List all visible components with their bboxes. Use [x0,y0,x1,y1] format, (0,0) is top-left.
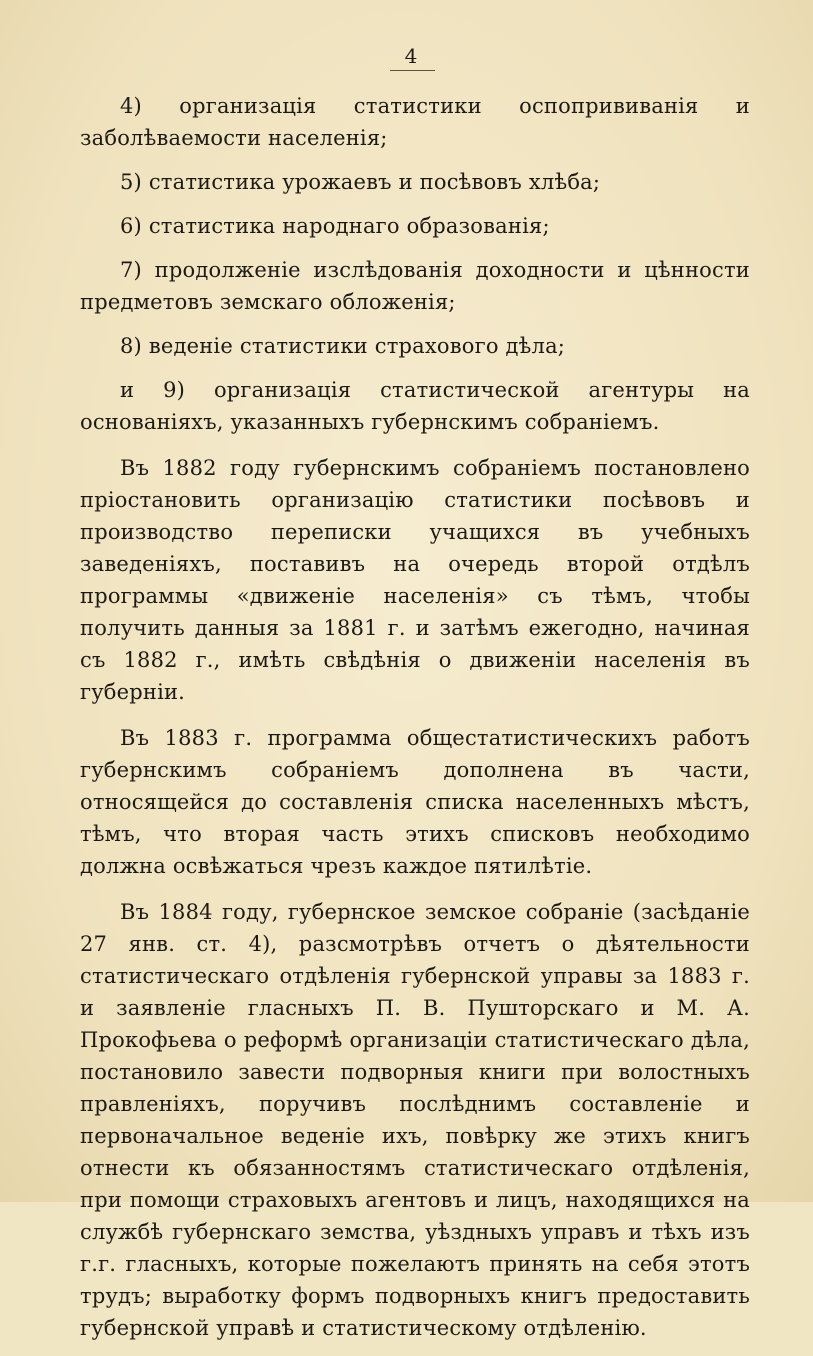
header-rule [390,70,435,71]
list-item-8: 8) веденіе статистики страхового дѣла; [120,334,566,358]
paragraph-1884: Въ 1884 году, губернское земское собраніе (засѣданіе 27 янв. ст. 4), разсмотрѣвъ отчетъ о дѣятельности статистическаго отдѣленія губернской управы за 1883 г. и заявленіе гласныхъ П. В. Пушторскаго и М. А. Прокофьева о реформѣ организаціи статистическаго дѣла, постановило завести подворныя книги при волостныхъ правленіяхъ, поручивъ послѣднимъ составленіе и первоначальное веденіе ихъ, повѣрку же этихъ книгъ отнести къ обязанностямъ статистическаго отдѣленія, при помощи страховыхъ агентовъ и лицъ, находящихся на службѣ губернскаго земства, уѣздныхъ управъ и тѣхъ изъ г.г. гласныхъ, которые пожелаютъ принять на себя этотъ трудъ; выработку формъ подворныхъ книгъ предоставить губернской управѣ и статистическому отдѣленію. [80,900,750,1340]
list-item-6: 6) статистика народнаго образованія; [120,214,550,238]
list-item-9: и 9) организація статистической агентуры на основаніяхъ, указанныхъ губернскимъ собраніемъ. [80,378,750,434]
paragraph-1883: Въ 1883 г. программа общестатистическихъ работъ губернскимъ собраніемъ дополнена въ части, относящейся до составленія списка населенныхъ мѣстъ, тѣмъ, что вторая часть этихъ списковъ необходимо должна освѣжаться чрезъ каждое пятилѣтіе. [80,726,750,878]
list-item-4: 4) организація статистики оспопрививанія и заболѣваемости населенія; [80,94,750,150]
list-item-7: 7) продолженіе изслѣдованія доходности и цѣнности предметовъ земскаго обложенія; [80,258,750,314]
document-body [80,90,750,1356]
paragraph-1882: Въ 1882 году губернскимъ собраніемъ постановлено пріостановить организацію статистики посѣвовъ и производство переписки учащихся въ учебныхъ заведеніяхъ, поставивъ на очередь второй отдѣлъ программы «движеніе населенія» съ тѣмъ, чтобы получить данныя за 1881 г. и затѣмъ ежегодно, начиная съ 1882 г., имѣть свѣдѣнія о движеніи населенія въ губерніи. [80,456,750,704]
list-item-5: 5) статистика урожаевъ и посѣвовъ хлѣба; [120,170,601,194]
page-number: 4 [404,44,418,68]
